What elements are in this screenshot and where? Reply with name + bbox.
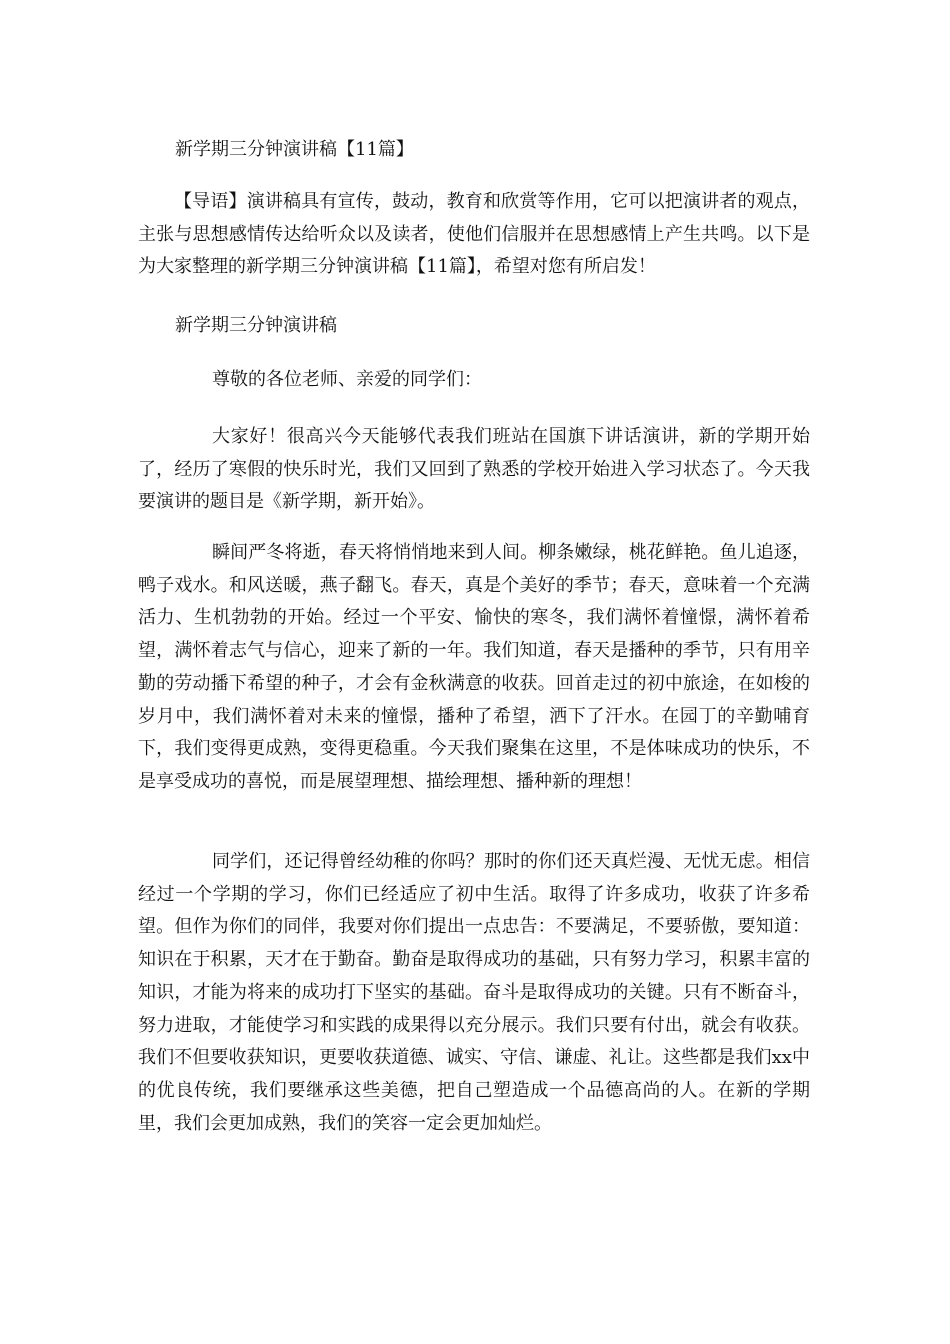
section-title: 新学期三分钟演讲稿 (175, 315, 337, 336)
intro-paragraph: 【导语】演讲稿具有宣传，鼓动，教育和欣赏等作用，它可以把演讲者的观点，主张与思想感情传达给听众以及读者，使他们信服并在思想感情上产生共鸣。以下是为大家整理的新学期三分钟演讲稿【11篇】，希望对您有所启发！ (138, 191, 810, 278)
greeting-line: 尊敬的各位老师、亲爱的同学们： (212, 369, 482, 390)
body-paragraph-1: 大家好！很高兴今天能够代表我们班站在国旗下讲话演讲，新的学期开始了，经历了寒假的快乐时光，我们又回到了熟悉的学校开始进入学习状态了。今天我要演讲的题目是《新学期，新开始》。 (138, 426, 810, 513)
document-title: 新学期三分钟演讲稿【11篇】 (175, 139, 414, 160)
body-paragraph-2: 瞬间严冬将逝，春天将悄悄地来到人间。柳条嫩绿，桃花鲜艳。鱼儿追逐，鸭子戏水。和风送暖，燕子翻飞。春天，真是个美好的季节；春天，意味着一个充满活力、生机勃勃的开始。经过一个平安、愉快的寒冬，我们满怀着憧憬，满怀着希望，满怀着志气与信心，迎来了新的一年。我们知道，春天是播种的季节，只有用辛勤的劳动播下希望的种子，才会有金秋满意的收获。回首走过的初中旅途，在如梭的岁月中，我们满怀着对未来的憧憬，播种了希望，洒下了汗水。在园丁的辛勤哺育下，我们变得更成熟，变得更稳重。今天我们聚集在这里，不是体味成功的快乐，不是享受成功的喜悦，而是展望理想、描绘理想、播种新的理想！ (138, 542, 810, 792)
body-paragraph-3: 同学们，还记得曾经幼稚的你吗？那时的你们还天真烂漫、无忧无虑。相信经过一个学期的学习，你们已经适应了初中生活。取得了许多成功，收获了许多希望。但作为你们的同伴，我要对你们提出一点忠告：不要满足，不要骄傲，要知道：知识在于积累，天才在于勤奋。勤奋是取得成功的基础，只有努力学习，积累丰富的知识，才能为将来的成功打下坚实的基础。奋斗是取得成功的关键。只有不断奋斗，努力进取，才能使学习和实践的成果得以充分展示。我们只要有付出，就会有收获。我们不但要收获知识，更要收获道德、诚实、守信、谦虚、礼让。这些都是我们xx中的优良传统，我们要继承这些美德，把自己塑造成一个品德高尚的人。在新的学期里，我们会更加成熟，我们的笑容一定会更加灿烂。 (138, 851, 810, 1134)
